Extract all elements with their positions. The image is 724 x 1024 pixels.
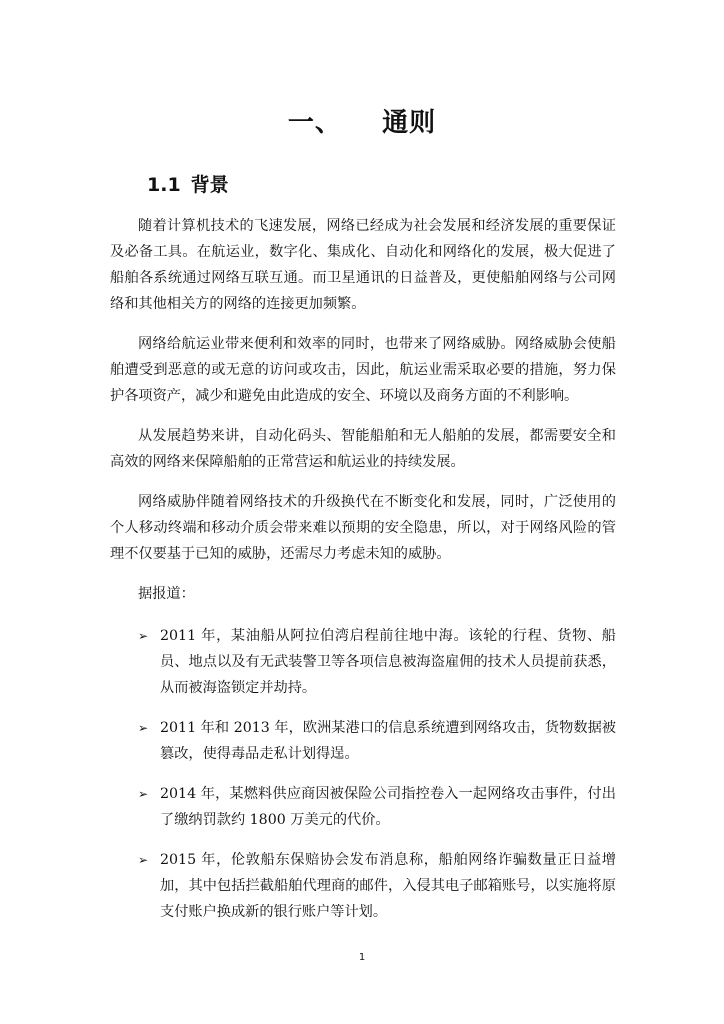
arrowhead-bullet-icon: ➢ [138, 629, 149, 643]
paragraph: 网络威胁伴随着网络技术的升级换代在不断变化和发展，同时，广泛使用的个人移动终端和移动介质会带来难以预期的安全隐患，所以，对于网络风险的管理不仅要基于已知的威胁，还需尽力考虑未知的威胁。 [110, 494, 616, 562]
paragraph: 网络给航运业带来便利和效率的同时，也带来了网络威胁。网络威胁会使船舶遭受到恶意的或无意的访问或攻击，因此，航运业需采取必要的措施，努力保护各项资产，减少和避免由此造成的安全、环境以及商务方面的不利影响。 [110, 336, 616, 404]
page-number: 1 [358, 952, 366, 963]
arrowhead-bullet-icon: ➢ [138, 721, 149, 735]
arrowhead-bullet-icon: ➢ [138, 787, 149, 801]
list-item [110, 847, 616, 925]
arrowhead-bullet-icon: ➢ [138, 853, 149, 867]
list-item-text: 2011 年和 2013 年，欧洲某港口的信息系统遭到网络攻击，货物数据被篡改，使得毒品走私计划得逞。 [160, 720, 616, 762]
chapter-number: 一、 [287, 108, 342, 138]
list-item-text: 2015 年，伦敦船东保赔协会发布消息称，船舶网络诈骗数量正日益增加，其中包括拦截船舶代理商的邮件，入侵其电子邮箱账号，以实施将原支付账户换成新的银行账户等计划。 [160, 852, 616, 920]
section-heading [147, 170, 229, 197]
section-number: 1.1 [147, 174, 181, 196]
body-text [110, 213, 616, 939]
list-item [110, 623, 616, 701]
section-title: 背景 [190, 174, 229, 196]
list-item [110, 715, 616, 767]
chapter-heading [0, 102, 724, 139]
list-item-text: 2014 年，某燃料供应商因被保险公司指控卷入一起网络攻击事件，付出了缴纳罚款约 1800 万美元的代价。 [160, 786, 616, 828]
paragraph: 从发展趋势来讲，自动化码头、智能船舶和无人船舶的发展，都需要安全和高效的网络来保障船舶的正常营运和航运业的持续发展。 [110, 428, 616, 470]
list-item-text: 2011 年，某油船从阿拉伯湾启程前往地中海。该轮的行程、货物、船员、地点以及有无武装警卫等各项信息被海盗雇佣的技术人员提前获悉，从而被海盗锁定并劫持。 [160, 628, 616, 696]
paragraph: 随着计算机技术的飞速发展，网络已经成为社会发展和经济发展的重要保证及必备工具。在航运业，数字化、集成化、自动化和网络化的发展，极大促进了船舶各系统通过网络互联互通。而卫星通讯的日益普及，更使船舶网络与公司网络和其他相关方的网络的连接更加频繁。 [110, 218, 616, 312]
reports-label: 据报道： [138, 586, 195, 602]
incident-list [110, 623, 616, 925]
list-item [110, 781, 616, 833]
chapter-title: 通则 [382, 108, 437, 138]
